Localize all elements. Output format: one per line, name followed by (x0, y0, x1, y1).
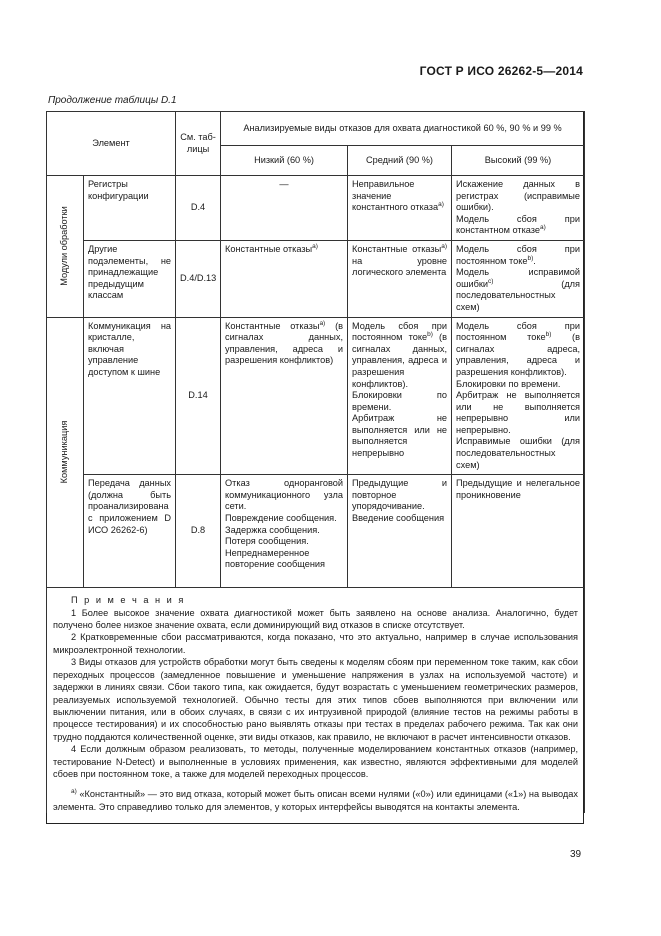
table-frame (46, 111, 584, 824)
cell-ref: D.4/D.13 (176, 240, 221, 317)
group-processing-modules (47, 176, 84, 318)
table-row (47, 240, 585, 317)
notes (47, 588, 584, 813)
note-item: 2 Кратковременные сбои рассматриваются, когда показано, что это актуально, например в случае использования микроэлектронной технологии. (53, 632, 579, 655)
cell-medium: Модель сбоя при постоянном токе$^{b)}$ (в сигналах данных, управления, адреса и разрешения конфликтов). Блокировки по времени. Арбитраж не выполняется или не выполняется непрерывно (348, 317, 452, 475)
header-low: Низкий (60 %) (221, 146, 348, 176)
cell-element: Передача данных (должна быть проанализирована с приложением D ИСО 26262-6) (84, 475, 176, 588)
header-failure-modes: Анализируемые виды отказов для охвата диагностикой 60 %, 90 % и 99 % (221, 112, 585, 146)
cell-element: Коммуникация на кристалле, включая управление доступом к шине (84, 317, 176, 475)
cell-ref: D.8 (176, 475, 221, 588)
header-element: Элемент (47, 112, 176, 176)
cell-ref: D.14 (176, 317, 221, 475)
notes-row (47, 588, 585, 813)
group-label: Модули обработки (59, 206, 70, 287)
header-high: Высокий (99 %) (452, 146, 585, 176)
cell-high: Предыдущие и нелегальное проникновение (452, 475, 585, 588)
header-medium: Средний (90 %) (348, 146, 452, 176)
page-number: 39 (570, 849, 582, 860)
cell-medium: Константные отказы$^{a)}$ на уровне логического элемента (348, 240, 452, 317)
note-item: 1 Более высокое значение охвата диагностикой может быть заявлено на основе анализа. Аналогично, будет получено более низкое значение охвата, если доминирующий вид отказов в списке отсутствует. (53, 607, 579, 631)
note-item: 4 Если должным образом реализовать, то методы, полученные моделированием константных отказов (например, тестирование N-Detect) и выполненные в условиях применения, как известно, являются эффективными для моделей сбоев при постоянном токе, а также для моделей переходных процессов. (53, 744, 579, 779)
cell-high: Модель сбоя при постоянном токе$^{b)}$. Модель исправимой ошибки$^{c)}$ (для последовательностных схем) (452, 240, 585, 317)
table-caption: Продолжение таблицы D.1 (48, 95, 177, 106)
table-row (47, 475, 585, 588)
cell-low: — (221, 176, 348, 241)
cell-low: Константные отказы$^{a)}$ (в сигналах данных, управления, адреса и разрешения конфликтов) (221, 317, 348, 475)
header-ref: См. таб-лицы (176, 112, 221, 176)
table-row (47, 176, 585, 241)
cell-ref: D.4 (176, 176, 221, 241)
group-label: Коммуникация (59, 421, 70, 484)
cell-element: Другие подэлементы, не принадлежащие предыдущим классам (84, 240, 176, 317)
footnote: $^{a)}$ «Константный» — это вид отказа, который может быть описан всеми нулями («0») или единицами («1») на выводах элемента. Это справедливо только для элементов, у которых интерфейсы выводятся на контакты элемента. (53, 788, 578, 812)
cell-low: Отказ одноранговой коммуникационного узла сети. Повреждение сообщения. Задержка сообщения. Потеря сообщения. Непреднамеренное повторение сообщения (221, 475, 348, 588)
cell-high: Искажение данных в регистрах (исправимые ошибки). Модель сбоя при константном отказе$^{a)}$ (452, 176, 585, 241)
note-item: 3 Виды отказов для устройств обработки могут быть сведены к моделям сбоям при переменном токе таким, как сбои переходных процессов (замедленное повышение и уменьшение напряжения в узлах на используемой частоте) и задержки в линиях связи. Сбои такого типа, как ожидается, будут возрастать с уменьшением геометрических размеров, реализуемых используемой технологией. Обычно тесты для этих типов сбоев выполняются при включении или выключении питания, или в обоих случаях, в связи с их интрузивной природой (влияние тестов на режимы работы в процессе тестирования) и их способностью рано выявлять отказы при тестах в пределах рабочего режима. Так как они трудно поддаются количественной оценке, эти виды отказов, как правило, не включают в расчет интенсивности отказов. (53, 657, 579, 742)
cell-medium: Неправильное значение константного отказа$^{a)}$ (348, 176, 452, 241)
cell-low: Константные отказы$^{a)}$ (221, 240, 348, 317)
notes-cell (47, 588, 585, 813)
cell-medium: Предыдущие и повторное упорядочивание. Введение сообщения (348, 475, 452, 588)
cell-element: Регистры конфигурации (84, 176, 176, 241)
document-standard-header: ГОСТ Р ИСО 26262-5—2014 (419, 64, 583, 78)
table-row (47, 317, 585, 475)
failure-modes-table (46, 111, 585, 813)
notes-title: П р и м е ч а н и я (71, 595, 186, 606)
group-communication (47, 317, 84, 588)
cell-high: Модель сбоя при постоянном токе$^{b)}$ (в сигналах адреса, управления, адреса и разрешения конфликтов). Блокировки по времени. Арбитраж не выполняется или не выполняется непрерывно или непрерывно. Исправимые ошибки (для последовательностных схем) (452, 317, 585, 475)
